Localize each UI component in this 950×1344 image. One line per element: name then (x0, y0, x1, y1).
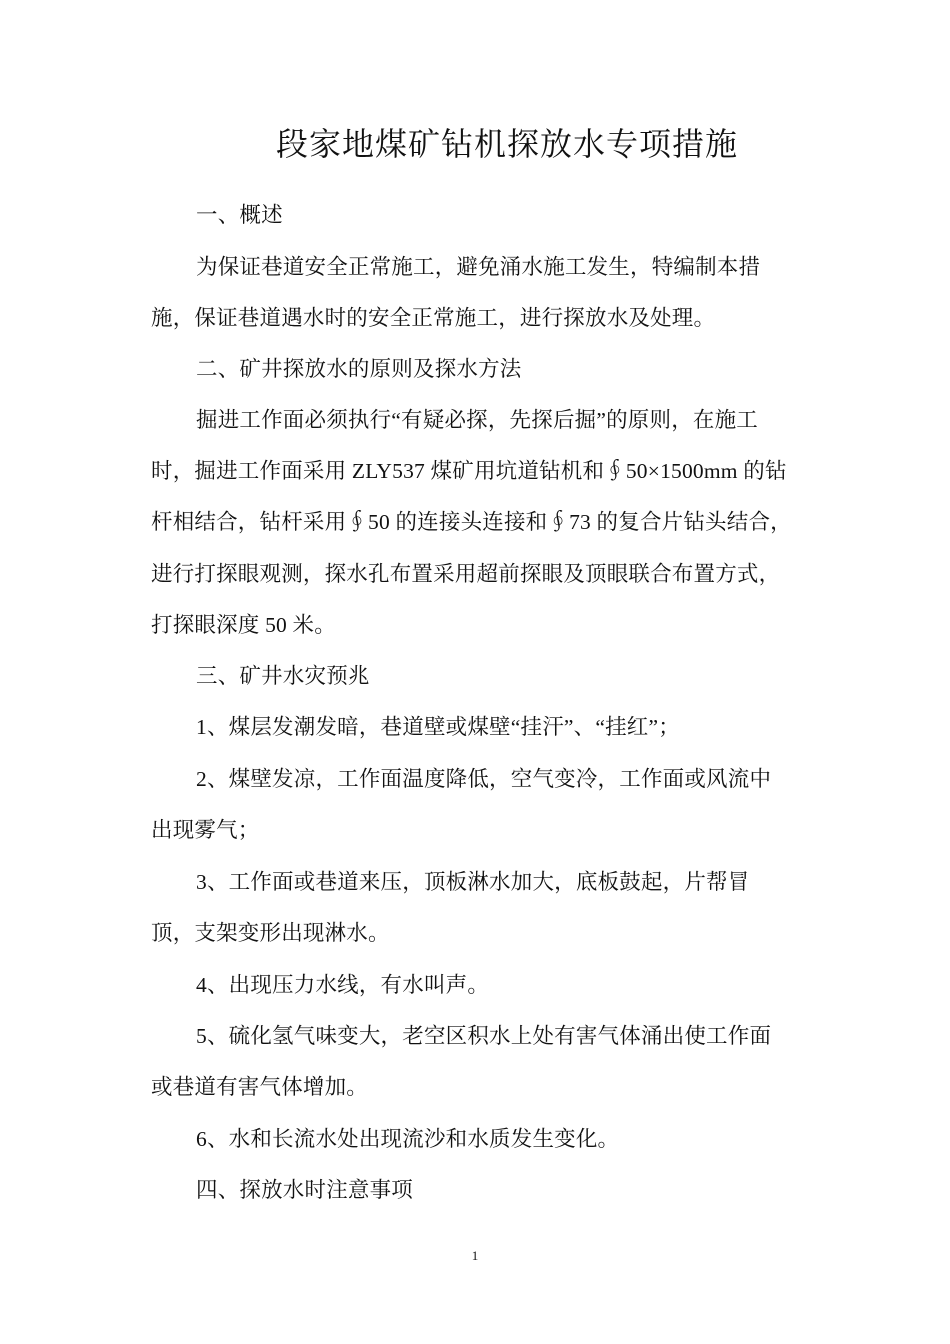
list-item: 6、水和长流水处出现流沙和水质发生变化。 (196, 1127, 620, 1151)
list-item: 2、煤壁发凉，工作面温度降低，空气变冷，工作面或风流中 (196, 767, 772, 791)
paragraph-line: 时，掘进工作面采用 ZLY537 煤矿用坑道钻机和∮50×1500mm 的钻 (151, 459, 787, 483)
paragraph-line: 为保证巷道安全正常施工，避免涌水施工发生，特编制本措 (196, 255, 761, 279)
list-item-continuation: 或巷道有害气体增加。 (151, 1075, 369, 1099)
document-title: 段家地煤矿钻机探放水专项措施 (275, 125, 738, 163)
list-item: 3、工作面或巷道来压，顶板淋水加大，底板鼓起，片帮冒 (196, 870, 750, 894)
paragraph-line: 掘进工作面必须执行“有疑必探，先探后掘”的原则，在施工 (196, 408, 758, 432)
list-item: 5、硫化氢气味变大，老空区积水上处有害气体涌出使工作面 (196, 1024, 772, 1048)
section-heading-overview: 一、概述 (196, 203, 283, 227)
paragraph-line: 进行打探眼观测，探水孔布置采用超前探眼及顶眼联合布置方式， (151, 562, 781, 586)
paragraph-line: 打探眼深度 50 米。 (151, 613, 336, 637)
list-item: 1、煤层发潮发暗，巷道壁或煤壁“挂汗”、“挂红”； (196, 715, 680, 739)
section-heading-warning-signs: 三、矿井水灾预兆 (196, 664, 370, 688)
page-number: 1 (471, 1248, 479, 1263)
paragraph-line: 施，保证巷道遇水时的安全正常施工，进行探放水及处理。 (151, 306, 716, 330)
list-item-continuation: 出现雾气； (151, 818, 260, 842)
section-heading-principles: 二、矿井探放水的原则及探水方法 (196, 357, 522, 381)
list-item: 4、出现压力水线，有水叫声。 (196, 973, 490, 997)
list-item-continuation: 顶，支架变形出现淋水。 (151, 921, 390, 945)
section-heading-precautions: 四、探放水时注意事项 (196, 1178, 414, 1202)
paragraph-line: 杆相结合，钻杆采用∮50 的连接头连接和∮73 的复合片钻头结合， (151, 510, 792, 534)
